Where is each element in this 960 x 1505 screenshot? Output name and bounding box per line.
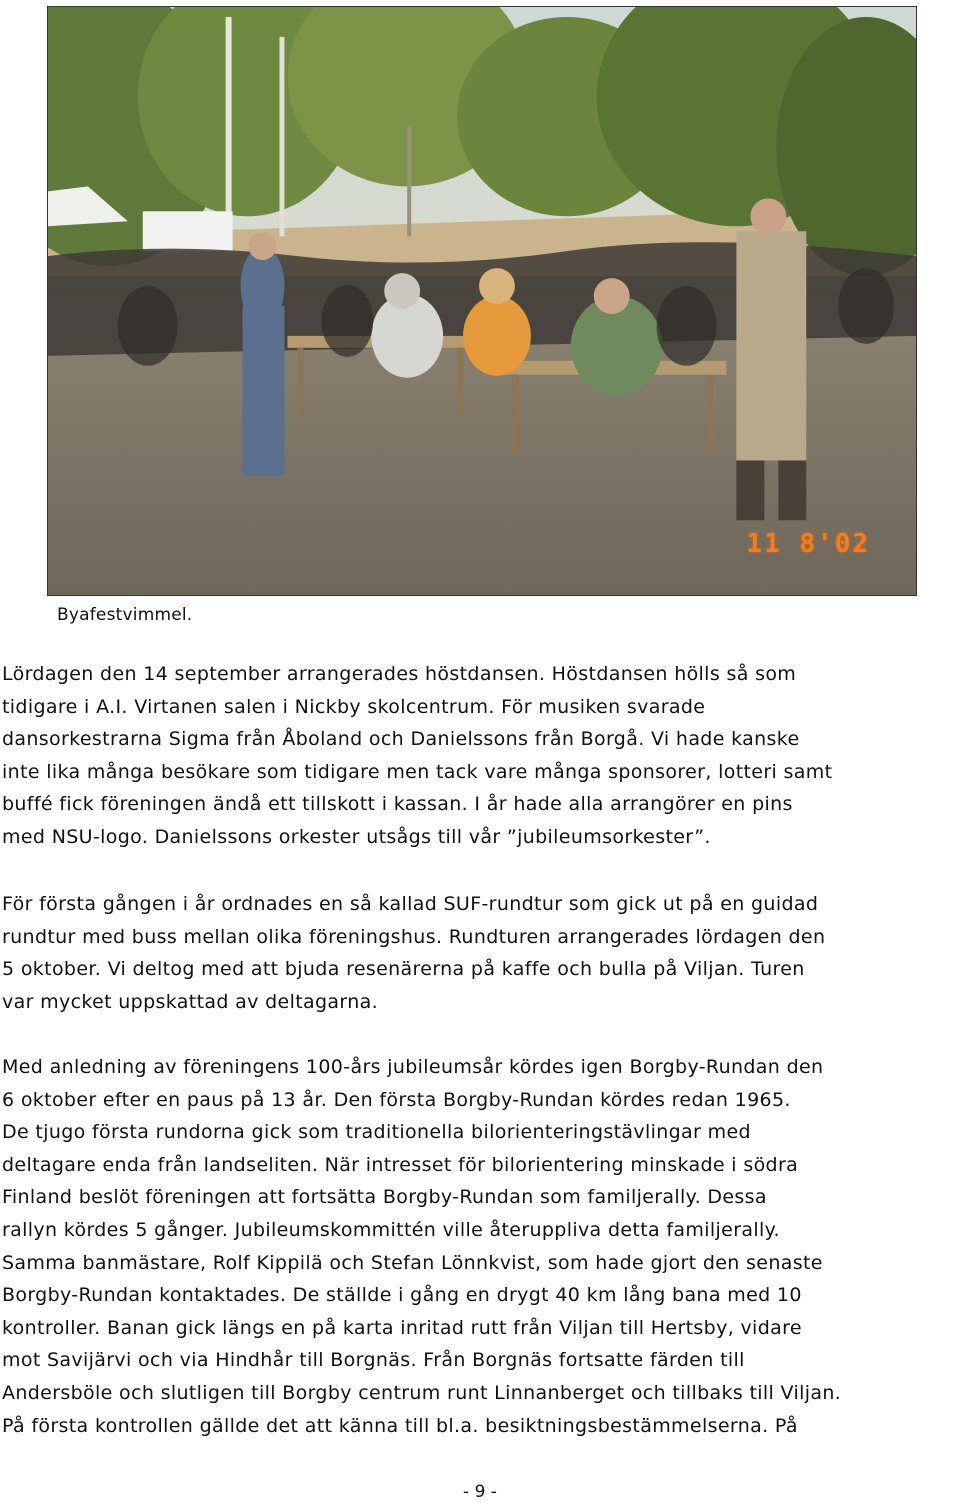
- photo-date-stamp: 11 8'02: [746, 529, 870, 559]
- text-line: 5 oktober. Vi deltog med att bjuda resenärerna på kaffe och bulla på Viljan. Turen: [2, 958, 805, 981]
- text-line: rundtur med buss mellan olika föreningshus. Rundturen arrangerades lördagen den: [2, 925, 826, 948]
- text-line: var mycket uppskattad av deltagarna.: [2, 990, 379, 1013]
- text-line: På första kontrollen gällde det att känna till bl.a. besiktningsbestämmelserna. På: [2, 1414, 798, 1437]
- festival-photo: [47, 6, 917, 596]
- text-line: inte lika många besökare som tidigare men tack vare många sponsorer, lotteri samt: [2, 760, 833, 783]
- text-line: tidigare i A.I. Virtanen salen i Nickby skolcentrum. För musiken svarade: [2, 695, 706, 718]
- text-line: Med anledning av föreningens 100-års jubileumsår kördes igen Borgby-Rundan den: [2, 1056, 824, 1078]
- text-line: För första gången i år ordnades en så kallad SUF-rundtur som gick ut på en guidad: [2, 893, 819, 915]
- paragraph-hostdansen: [2, 658, 958, 854]
- text-line: kontroller. Banan gick längs en på karta inritad rutt från Viljan till Hertsby, vidare: [2, 1316, 802, 1339]
- text-line: Borgby-Rundan kontaktades. De ställde i gång en drygt 40 km lång bana med 10: [2, 1284, 802, 1307]
- text-line: Finland beslöt föreningen att fortsätta Borgby-Rundan som familjerally. Dessa: [2, 1186, 767, 1209]
- text-line: dansorkestrarna Sigma från Åboland och Danielssons från Borgå. Vi hade kanske: [2, 728, 800, 751]
- text-line: De tjugo första rundorna gick som traditionella bilorienteringstävlingar med: [2, 1121, 751, 1144]
- text-line: 6 oktober efter en paus på 13 år. Den första Borgby-Rundan kördes redan 1965.: [2, 1088, 791, 1111]
- text-line: Samma banmästare, Rolf Kippilä och Stefan Lönnkvist, som hade gjort den senaste: [2, 1251, 823, 1274]
- text-line: Andersböle och slutligen till Borgby centrum runt Linnanberget och tillbaks till Viljan.: [2, 1381, 842, 1404]
- text-line: med NSU-logo. Danielssons orkester utsågs till vår ”jubileumsorkester”.: [2, 825, 711, 848]
- paragraph-suf-rundtur: [2, 888, 958, 1018]
- text-line: rallyn kördes 5 gånger. Jubileumskommittén ville återuppliva detta familjerally.: [2, 1218, 780, 1241]
- paragraph-borgby-rundan: [2, 1051, 958, 1442]
- text-line: Lördagen den 14 september arrangerades höstdansen. Höstdansen hölls så som: [2, 663, 797, 685]
- text-line: mot Savijärvi och via Hindhår till Borgnäs. Från Borgnäs fortsatte färden till: [2, 1349, 745, 1372]
- photo-caption: Byafestvimmel.: [57, 605, 193, 625]
- text-line: deltagare enda från landseliten. När intresset för bilorientering minskade i södra: [2, 1153, 799, 1176]
- photo-scene: [48, 7, 916, 595]
- page-number: - 9 -: [463, 1482, 497, 1502]
- text-line: buffé fick föreningen ändå ett tillskott i kassan. I år hade alla arrangörer en pins: [2, 793, 793, 816]
